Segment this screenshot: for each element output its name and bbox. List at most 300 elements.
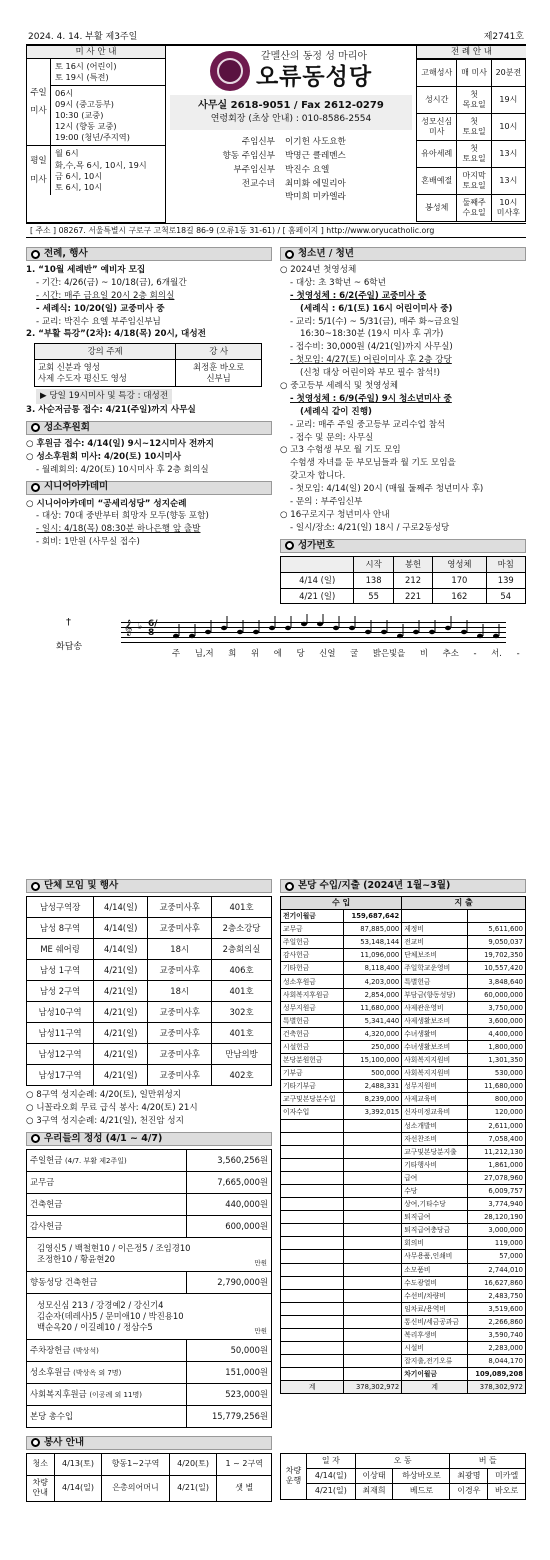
table-row bbox=[281, 1106, 526, 1119]
table-row bbox=[281, 1289, 526, 1302]
table-cell: 4,203,000 bbox=[344, 975, 402, 988]
table-cell: 109,089,208 bbox=[467, 1368, 525, 1381]
note-head bbox=[253, 630, 259, 634]
table-cell: 교중미사후 bbox=[148, 1023, 212, 1044]
table-cell: 상여,기타수당 bbox=[402, 1198, 468, 1211]
table-cell bbox=[344, 1132, 402, 1145]
table-cell bbox=[344, 1224, 402, 1237]
table-row bbox=[281, 1158, 526, 1171]
table-cell: 교중미사후 bbox=[148, 918, 212, 939]
table-cell: 18시 bbox=[148, 981, 212, 1002]
table-cell: 10시 bbox=[491, 114, 525, 141]
section-youth: 청소년 / 청년 bbox=[280, 247, 526, 261]
table-row: 4/21 (일) 55 221 162 54 bbox=[281, 588, 526, 604]
note-head bbox=[269, 626, 275, 630]
table-cell: 3,750,000 bbox=[467, 1001, 525, 1014]
table-cell: 수선비/차량비 bbox=[402, 1289, 468, 1302]
staff-row: 주임신부 이기헌 사도요한 bbox=[241, 137, 346, 148]
table-cell: 남성12구역 bbox=[27, 1044, 94, 1065]
table-cell: 3,600,000 bbox=[467, 1014, 525, 1027]
table-cell: 3,392,015 bbox=[344, 1106, 402, 1119]
table-cell: 11,212,130 bbox=[467, 1145, 525, 1158]
sacrament-schedule bbox=[416, 46, 526, 223]
table-cell: 302호 bbox=[212, 1002, 272, 1023]
time-signature: 6/8 bbox=[148, 619, 158, 639]
section-groups: 단체 모임 및 행사 bbox=[26, 879, 272, 893]
table-cell: 7,058,400 bbox=[467, 1132, 525, 1145]
table-row bbox=[281, 910, 526, 923]
table-cell: 계 bbox=[281, 1381, 344, 1394]
table-row bbox=[281, 923, 526, 936]
table-cell: 남성 1구역 bbox=[27, 960, 94, 981]
table-row bbox=[281, 1342, 526, 1355]
table-cell: 11,680,000 bbox=[467, 1080, 525, 1093]
table-cell: 500,000 bbox=[344, 1067, 402, 1080]
bulletin-page-front bbox=[26, 30, 526, 758]
left-column: 단체 모임 및 행사 남성구역장 4/14(일) 교중미사후 401호 남성 8구역 4/14(일) 교중미사후 2층소강당 ME 쉐어링 4/14(일) 18시 2층회의실 남성 1구역 4/21(일) 교중미사후 406호 남성 2구역 4/21(일) 18시 401호 남성10구역 4/21(일) 교중미사후 302호 남성11구역 4/21(일) 교중미사후 401호 남성12구역 4/21(일) 교중미사후 만남의방 남성17구역 4/21(일) 교중미사후 402호 ○ 8구역 성지순례: 4/20(토), 일만위성지 ○ 니꼴라오회 무료 급식 봉사: 4/20(토) 21시 ○ 3구역 성지순례: 4/21(일), 천진암 성지 우리들의 정성 (4/1 ~ 4/7) 주일헌금 (4/7. 부활 제2주일) 3,560,256원 교무금 7,665,000원 건축헌금 440,000원 감사헌금 600,000원 김영신5 / 백철현10 / 이은정5 / 조임경10 조정한10 / 황윤현20 만원 향동성당 건축헌금 2,790,000원 성모신심 213 / 강경예2 / 강신기4 김순자(데레사)5 / 문미애10 / 박진용10 백순옥20 / 이길례10 / 정삼수5 만원 주차장헌금 (박상석) 50,000원 성소후원금 (박상옥 외 7명) 151,000원 사회복지후원금 (이공례 외 11명) 523,000원 본당 총수입 15,779,256원 bbox=[26, 875, 272, 1428]
table-cell: 만남의방 bbox=[212, 1044, 272, 1065]
bullet-icon bbox=[285, 882, 294, 891]
table-cell: 고해성사 bbox=[417, 60, 457, 87]
table-row: 건축헌금 440,000원 bbox=[27, 1193, 272, 1215]
table-cell: 4/21(일) bbox=[94, 1065, 148, 1086]
table-cell bbox=[281, 1302, 344, 1315]
table-cell: 수당 bbox=[402, 1184, 468, 1197]
table-cell: 4,400,000 bbox=[467, 1027, 525, 1040]
bullet-icon bbox=[31, 882, 40, 891]
table-cell: 본당분원헌금 bbox=[281, 1054, 344, 1067]
table-row bbox=[417, 168, 526, 195]
table-cell: 4/21(일) bbox=[94, 981, 148, 1002]
table-cell bbox=[344, 1302, 402, 1315]
table-row bbox=[27, 960, 272, 981]
table-cell: 3,774,940 bbox=[467, 1198, 525, 1211]
sacrament-table bbox=[416, 59, 526, 222]
lecture-table: 강의 주제 강 사 교회 신분과 영성 사제 수도자 평신도 영성 최정훈 바오로 신부님 bbox=[34, 343, 262, 387]
note-head bbox=[173, 634, 179, 638]
table-row bbox=[281, 949, 526, 962]
bullet-icon bbox=[285, 541, 294, 550]
note-head bbox=[413, 630, 419, 634]
table-row bbox=[281, 1381, 526, 1394]
table-cell: 3,590,740 bbox=[467, 1329, 525, 1342]
table-row: 주일헌금 (4/7. 부활 제2주일) 3,560,256원 bbox=[27, 1149, 272, 1171]
masthead bbox=[26, 46, 526, 224]
table-cell: 특별헌금 bbox=[281, 1014, 344, 1027]
table-cell: 회의비 bbox=[402, 1237, 468, 1250]
table-cell bbox=[281, 1132, 344, 1145]
bullet-icon bbox=[31, 1134, 40, 1143]
table-row bbox=[281, 1198, 526, 1211]
table-cell: 혼배예절 bbox=[417, 168, 457, 195]
table-row bbox=[281, 988, 526, 1001]
issue-header bbox=[26, 30, 526, 46]
table-cell: 성무지원비 bbox=[402, 1080, 468, 1093]
table-row bbox=[281, 1067, 526, 1080]
table-row: 4/14(일) 이상태 하상바오로 최광명 미카엘 bbox=[281, 1469, 526, 1484]
table-cell: 57,000 bbox=[467, 1250, 525, 1263]
table-cell: 교무금 bbox=[281, 923, 344, 936]
table-row bbox=[281, 936, 526, 949]
table-row bbox=[417, 195, 526, 222]
section-finance: 본당 수입/지출 (2024년 1월~3월) bbox=[280, 879, 526, 893]
table-cell bbox=[281, 1315, 344, 1328]
table-cell: 1,800,000 bbox=[467, 1040, 525, 1053]
table-cell: 10시 미사후 bbox=[491, 195, 525, 222]
table-cell: 봉성체 bbox=[417, 195, 457, 222]
finance-table: 수 입 지 출 전기이월금 159,687,642 교무금 87,885,000 제정비 5,611,600 주일헌금 53,148,144 전교비 9,050,037 감사헌금 11,096,000 단체보조비 19,702,350 기타헌금 8,118,400 주일학교운영비 10,557,420 성소후원금 4,203,000 특별헌금 3,848,640 사회복지후원금 2,854,000 부담금(향동성당) 60,000,000 성무지원금 11,680,000 사제관운영비 3,750,000 특별헌금 5,341,440 사제생활보조비 3,600,000 건축헌금 4,320,000 수녀생활비 4,400,000 시설헌금 250,000 수녀생활보조비 1,800,000 본당분원헌금 15,100,000 사회복지지원비 1,301,350 기부금 500,000 사회복지지원비 530,000 기타기부금 2,488,331 성무지원비 11,680,000 교구및본당분수입 8,239,000 사제교육비 800,000 이자수입 3,392,015 신자미정교육비 120,000 성소개발비 2,611,000 자선찬조비 7,058,400 교구및본당분지출 11,212,130 기타행사비 1,861,000 급여 27,078,960 수당 6,009,757 상여,기타수당 3,774,940 퇴직급여 28,120,190 퇴직급여충당금 3,000,000 회의비 119,000 사무용품,인쇄비 57,000 소모품비 2,744,010 수도광열비 16,627,860 수선비/차량비 2,483,750 임차료/용역비 3,519,600 통신비/세금공과금 2,266,860 복리후생비 3,590,740 시설비 2,283,000 잡지출,전기오류 8,044,170 차기이월금 109,089,208 계 378,302,972 계 378,302,972 bbox=[280, 896, 526, 1394]
table-cell: 4/21(일) bbox=[94, 960, 148, 981]
table-cell bbox=[281, 1158, 344, 1171]
table-cell bbox=[281, 1171, 344, 1184]
table-cell: 11,680,000 bbox=[344, 1001, 402, 1014]
table-row bbox=[281, 1014, 526, 1027]
table-row: 성소후원금 (박상옥 외 7명) 151,000원 bbox=[27, 1361, 272, 1383]
issue-number: 제2741호 bbox=[483, 32, 524, 43]
table-cell: 60,000,000 bbox=[467, 988, 525, 1001]
table-cell: 둘째주 수요일 bbox=[457, 195, 491, 222]
table-cell: 단체보조비 bbox=[402, 949, 468, 962]
table-cell: 전기이월금 bbox=[281, 910, 344, 923]
office-contact: 사무실 2618-9051 / Fax 2612-0279 연령회장 (초상 안내) : 010-8586-2554 bbox=[170, 95, 412, 130]
table-cell: 13시 bbox=[491, 168, 525, 195]
table-cell: 성소후원금 bbox=[281, 975, 344, 988]
table-cell: 성시간 bbox=[417, 87, 457, 114]
table-cell: 사회복지지원비 bbox=[402, 1067, 468, 1080]
table-row: 교무금 7,665,000원 bbox=[27, 1171, 272, 1193]
table-cell: 8,239,000 bbox=[344, 1093, 402, 1106]
table-row: 4/14 (일) 138 212 170 139 bbox=[281, 572, 526, 588]
table-cell: 19시 bbox=[491, 87, 525, 114]
table-row: 청소 4/13(토) 향동1~2구역 4/20(토) 1 ~ 2구역 bbox=[27, 1453, 272, 1475]
table-cell: 매 미사 bbox=[457, 60, 491, 87]
table-cell bbox=[344, 1342, 402, 1355]
table-row bbox=[27, 918, 272, 939]
table-cell: 교구및본당분지출 bbox=[402, 1145, 468, 1158]
table-row bbox=[27, 897, 272, 918]
table-row bbox=[27, 981, 272, 1002]
table-cell: 남성11구역 bbox=[27, 1023, 94, 1044]
staff-list bbox=[170, 136, 412, 205]
table-cell bbox=[344, 1184, 402, 1197]
table-cell bbox=[281, 1342, 344, 1355]
table-row bbox=[281, 1145, 526, 1158]
table-cell: 마지막 토요일 bbox=[457, 168, 491, 195]
table-cell: 주일학교운영비 bbox=[402, 962, 468, 975]
table-cell: 성소개발비 bbox=[402, 1119, 468, 1132]
left-column: 전례, 행사 1. “10월 세례반” 예비자 모집 - 기간: 4/26(금) ~ 10/18(금), 6개월간 - 시간: 매주 금요일 20시 2층 회의실 - 세례식: 10/20(일) 교중미사 중 - 교리: 박진수 요엘 부주임신부님 2. “부활 특강”(2차): 4/18(목) 20시, 대성전 강의 주제 강 사 교회 신분과 영성 사제 수도자 평신도 영성 최정훈 바오로 신부님 ▶ 당일 19시미사 및 특강 : 대성전 3. 사순저금통 접수: 4/21(주일)까지 사무실 성소후원회 ○ 후원금 접수: 4/14(일) 9시~12시미사 전까지 ○ 성소후원회 미사: 4/20(토) 10시미사 - 월례회의: 4/20(토) 10시미사 후 2층 회의실 시니어아카데미 ○ 시니어아카데미 “공세리성당” 성지순례 - 대상: 70대 중반부터 희망자 모두(향동 포함) - 일시: 4/18(목) 08:30분 하나은행 앞 출발 - 회비: 1만원 (사무실 접수) bbox=[26, 243, 272, 604]
note-head bbox=[333, 626, 339, 630]
service-block bbox=[26, 1432, 272, 1502]
treble-clef-icon: 𝄞 bbox=[124, 620, 133, 637]
table-cell bbox=[344, 1289, 402, 1302]
table-cell: 11,096,000 bbox=[344, 949, 402, 962]
bullet-icon bbox=[31, 250, 40, 259]
note-head bbox=[381, 630, 387, 634]
table-row: 본당 총수입 15,779,256원 bbox=[27, 1405, 272, 1427]
mass-schedule bbox=[26, 46, 166, 223]
section-liturgy: 전례, 행사 bbox=[26, 247, 272, 261]
section-sponsor: 성소후원회 bbox=[26, 421, 272, 435]
table-cell: 2,483,750 bbox=[467, 1289, 525, 1302]
table-row bbox=[281, 1080, 526, 1093]
table-cell: 건축헌금 bbox=[281, 1027, 344, 1040]
table-row bbox=[27, 1023, 272, 1044]
table-cell: 2층소강당 bbox=[212, 918, 272, 939]
table-cell: 2,611,000 bbox=[467, 1119, 525, 1132]
note-head bbox=[285, 626, 291, 630]
table-cell: 특별헌금 bbox=[402, 975, 468, 988]
cross-icon: † bbox=[66, 617, 71, 629]
table-row bbox=[281, 1224, 526, 1237]
table-cell: 2층회의실 bbox=[212, 939, 272, 960]
section-service: 봉사 안내 bbox=[26, 1436, 272, 1450]
sacrament-title: 전 례 안 내 bbox=[416, 46, 526, 59]
table-cell: 첫 목요일 bbox=[457, 87, 491, 114]
issue-date: 2024. 4. 14. 부활 제3주일 bbox=[28, 32, 138, 43]
table-cell: 자선찬조비 bbox=[402, 1132, 468, 1145]
section-offering: 우리들의 정성 (4/1 ~ 4/7) bbox=[26, 1132, 272, 1146]
table-cell: 계 bbox=[402, 1381, 468, 1394]
table-cell: 통신비/세금공과금 bbox=[402, 1315, 468, 1328]
table-cell: 시설비 bbox=[402, 1342, 468, 1355]
table-cell: 87,885,000 bbox=[344, 923, 402, 936]
table-cell: 120,000 bbox=[467, 1106, 525, 1119]
table-cell: 교중미사후 bbox=[148, 1065, 212, 1086]
table-cell: 기타행사비 bbox=[402, 1158, 468, 1171]
table-cell bbox=[281, 1224, 344, 1237]
parish-seal-icon bbox=[210, 51, 250, 91]
staff-row: 전교수녀 최미화 에밀리아 bbox=[241, 178, 346, 189]
table-cell: 퇴직급여충당금 bbox=[402, 1224, 468, 1237]
table-cell bbox=[281, 1145, 344, 1158]
table-cell: 119,000 bbox=[467, 1237, 525, 1250]
note-head bbox=[301, 622, 307, 626]
table-cell: 27,078,960 bbox=[467, 1171, 525, 1184]
table-cell: 교구및본당분수입 bbox=[281, 1093, 344, 1106]
table-cell: 임차료/용역비 bbox=[402, 1302, 468, 1315]
table-cell: 신자미정교육비 bbox=[402, 1106, 468, 1119]
table-cell: 10,557,420 bbox=[467, 962, 525, 975]
table-cell bbox=[344, 1250, 402, 1263]
note-head bbox=[461, 630, 467, 634]
table-cell: 800,000 bbox=[467, 1093, 525, 1106]
table-cell: 시설헌금 bbox=[281, 1040, 344, 1053]
offering-table: 주일헌금 (4/7. 부활 제2주일) 3,560,256원 교무금 7,665,000원 건축헌금 440,000원 감사헌금 600,000원 김영신5 / 백철현10 / 이은정5 / 조임경10 조정한10 / 황윤현20 만원 향동성당 건축헌금 2,790,000원 성모신심 213 / 강경예2 / 강신기4 김순자(데레사)5 / 문미애10 / 박진용10 백순옥20 / 이길례10 / 정삼수5 만원 주차장헌금 (박상석) 50,000원 성소후원금 (박상옥 외 7명) 151,000원 사회복지후원금 (이공례 외 11명) 523,000원 본당 총수입 15,779,256원 bbox=[26, 1149, 272, 1428]
table-row bbox=[281, 1211, 526, 1224]
table-cell: 9,050,037 bbox=[467, 936, 525, 949]
table-row bbox=[281, 1276, 526, 1289]
table-cell bbox=[467, 910, 525, 923]
note-head bbox=[317, 622, 323, 626]
table-cell: 13시 bbox=[491, 141, 525, 168]
driving-block bbox=[280, 1432, 526, 1502]
table-cell: 5,611,600 bbox=[467, 923, 525, 936]
table-cell: 성무지원금 bbox=[281, 1001, 344, 1014]
note-head bbox=[221, 626, 227, 630]
table-row bbox=[281, 1119, 526, 1132]
table-row bbox=[417, 141, 526, 168]
table-cell: 감사헌금 bbox=[281, 949, 344, 962]
staff-row: 박미희 미카엘라 bbox=[285, 192, 346, 203]
table-cell bbox=[344, 1368, 402, 1381]
table-cell bbox=[344, 1329, 402, 1342]
note-head bbox=[189, 634, 195, 638]
table-row bbox=[281, 1355, 526, 1368]
table-row bbox=[417, 60, 526, 87]
table-cell bbox=[344, 1158, 402, 1171]
table-row bbox=[27, 1044, 272, 1065]
table-cell: 교중미사후 bbox=[148, 1044, 212, 1065]
table-cell bbox=[281, 1250, 344, 1263]
sunday-mass-block: 주일 미사 토 16시 (어린이) 토 19시 (특전) 06시 09시 (중고등부) 10:30 (교중) 12시 (향동 교중) 19:00 (청년/주지역) bbox=[27, 59, 165, 146]
service-table bbox=[26, 1453, 272, 1502]
parish-subtitle: 갈멜산의 동정 성 마리아 bbox=[260, 51, 368, 62]
table-cell bbox=[344, 1119, 402, 1132]
psalm-label: 화답송 bbox=[56, 642, 83, 653]
psalm-score bbox=[26, 610, 526, 666]
mass-schedule-title: 미 사 안 내 bbox=[27, 46, 165, 59]
right-column bbox=[280, 875, 526, 1428]
bullet-icon bbox=[31, 1438, 40, 1447]
table-cell bbox=[344, 1263, 402, 1276]
table-cell: 4/21(일) bbox=[94, 1044, 148, 1065]
table-cell: 28,120,190 bbox=[467, 1211, 525, 1224]
table-cell bbox=[281, 1289, 344, 1302]
table-row: 향동성당 건축헌금 2,790,000원 bbox=[27, 1271, 272, 1293]
weekday-mass-block: 평일 미사 월 6시 화,수,목 6시, 10시, 19시 금 6시, 10시 토 6시, 10시 bbox=[27, 146, 165, 194]
table-row bbox=[281, 1001, 526, 1014]
table-cell bbox=[281, 1329, 344, 1342]
hymn-table: 시작 봉헌 영성체 마침 4/14 (일) 138 212 170 139 4/21 (일) 55 221 162 54 bbox=[280, 556, 526, 605]
note-head bbox=[237, 630, 243, 634]
bulletin-page-back bbox=[26, 870, 526, 1525]
note-head bbox=[349, 626, 355, 630]
table-cell: 6,009,757 bbox=[467, 1184, 525, 1197]
table-cell bbox=[281, 1184, 344, 1197]
staff-row: 부주임신부 박진수 요엘 bbox=[233, 164, 330, 175]
note-head bbox=[365, 630, 371, 634]
table-cell: 2,283,000 bbox=[467, 1342, 525, 1355]
table-cell: 1,301,350 bbox=[467, 1054, 525, 1067]
table-cell: 4/21(일) bbox=[94, 1023, 148, 1044]
table-row bbox=[281, 1237, 526, 1250]
table-cell bbox=[281, 1276, 344, 1289]
table-row bbox=[281, 1368, 526, 1381]
table-cell: 남성구역장 bbox=[27, 897, 94, 918]
bullet-icon bbox=[31, 483, 40, 492]
table-cell: 53,148,144 bbox=[344, 936, 402, 949]
table-cell: 이자수입 bbox=[281, 1106, 344, 1119]
table-cell: 15,100,000 bbox=[344, 1054, 402, 1067]
table-cell bbox=[344, 1171, 402, 1184]
table-cell: 소모품비 bbox=[402, 1263, 468, 1276]
melody-notes bbox=[166, 614, 546, 648]
table-row: 감사헌금 600,000원 bbox=[27, 1215, 272, 1237]
table-cell bbox=[344, 1211, 402, 1224]
note-head bbox=[445, 626, 451, 630]
table-cell: 159,687,642 bbox=[344, 910, 402, 923]
table-row bbox=[281, 1329, 526, 1342]
table-row bbox=[27, 939, 272, 960]
address-line: [ 주소 ] 08267. 서울특별시 구로구 고척로18길 86-9 (오류1동 31-61) / [ 홈페이지 ] http://www.oryucatholic.org bbox=[26, 224, 526, 238]
table-cell bbox=[281, 1119, 344, 1132]
group-table bbox=[26, 896, 272, 1086]
table-cell: 18시 bbox=[148, 939, 212, 960]
table-cell: 2,266,860 bbox=[467, 1315, 525, 1328]
table-cell: 수도광열비 bbox=[402, 1276, 468, 1289]
table-cell: 수녀생활보조비 bbox=[402, 1040, 468, 1053]
table-cell: 기타헌금 bbox=[281, 962, 344, 975]
table-cell: 급여 bbox=[402, 1171, 468, 1184]
table-cell: 사회복지지원비 bbox=[402, 1054, 468, 1067]
table-cell: 사제교육비 bbox=[402, 1093, 468, 1106]
table-cell: 378,302,972 bbox=[344, 1381, 402, 1394]
table-cell: 3,519,600 bbox=[467, 1302, 525, 1315]
bullet-icon bbox=[31, 423, 40, 432]
note-head bbox=[397, 634, 403, 638]
table-cell: 첫 토요일 bbox=[457, 114, 491, 141]
table-cell: 5,341,440 bbox=[344, 1014, 402, 1027]
psalm-lyrics: 주 님,저 희 위 에 당 신얼 굴 밝은빛을 비 추소 - 서. - bbox=[172, 648, 520, 659]
table-cell: 3,848,640 bbox=[467, 975, 525, 988]
table-row bbox=[281, 1315, 526, 1328]
table-cell: 사회복지후원금 bbox=[281, 988, 344, 1001]
table-cell: 남성17구역 bbox=[27, 1065, 94, 1086]
bullet-icon bbox=[285, 250, 294, 259]
table-cell: 3,000,000 bbox=[467, 1224, 525, 1237]
table-row: 차량 안내 4/14(일) 은총의어머니 4/21(일) 샛 별 bbox=[27, 1475, 272, 1501]
section-hymns: 성가번호 bbox=[280, 539, 526, 553]
table-cell: 250,000 bbox=[344, 1040, 402, 1053]
table-cell bbox=[402, 910, 468, 923]
table-cell bbox=[344, 1198, 402, 1211]
table-cell: 남성 2구역 bbox=[27, 981, 94, 1002]
table-cell: 8,044,170 bbox=[467, 1355, 525, 1368]
table-cell: 사제관운영비 bbox=[402, 1001, 468, 1014]
table-cell: 20분전 bbox=[491, 60, 525, 87]
table-row bbox=[27, 1002, 272, 1023]
table-cell: 수녀생활비 bbox=[402, 1027, 468, 1040]
table-cell: 2,744,010 bbox=[467, 1263, 525, 1276]
table-cell bbox=[281, 1368, 344, 1381]
section-senior: 시니어아카데미 bbox=[26, 481, 272, 495]
table-cell: 유아세례 bbox=[417, 141, 457, 168]
table-cell: 402호 bbox=[212, 1065, 272, 1086]
table-row: 주차장헌금 (박상석) 50,000원 bbox=[27, 1339, 272, 1361]
note-head bbox=[205, 630, 211, 634]
table-cell: 퇴직급여 bbox=[402, 1211, 468, 1224]
parish-name: 오류동성당 bbox=[255, 64, 373, 90]
table-cell: 401호 bbox=[212, 1023, 272, 1044]
table-cell bbox=[281, 1355, 344, 1368]
table-row bbox=[281, 1093, 526, 1106]
table-cell: 사무용품,인쇄비 bbox=[402, 1250, 468, 1263]
table-cell bbox=[344, 1355, 402, 1368]
table-cell: 전교비 bbox=[402, 936, 468, 949]
table-row: 4/21(일) 최재희 베드로 이경우 바오로 bbox=[281, 1484, 526, 1499]
table-row bbox=[281, 1132, 526, 1145]
table-cell: 주일헌금 bbox=[281, 936, 344, 949]
table-cell: 8,118,400 bbox=[344, 962, 402, 975]
table-cell: 남성 8구역 bbox=[27, 918, 94, 939]
table-cell: 교중미사후 bbox=[148, 960, 212, 981]
table-row bbox=[281, 962, 526, 975]
table-cell: 19,702,350 bbox=[467, 949, 525, 962]
table-row bbox=[27, 1065, 272, 1086]
table-cell: 4/21(일) bbox=[94, 1002, 148, 1023]
table-cell bbox=[281, 1198, 344, 1211]
